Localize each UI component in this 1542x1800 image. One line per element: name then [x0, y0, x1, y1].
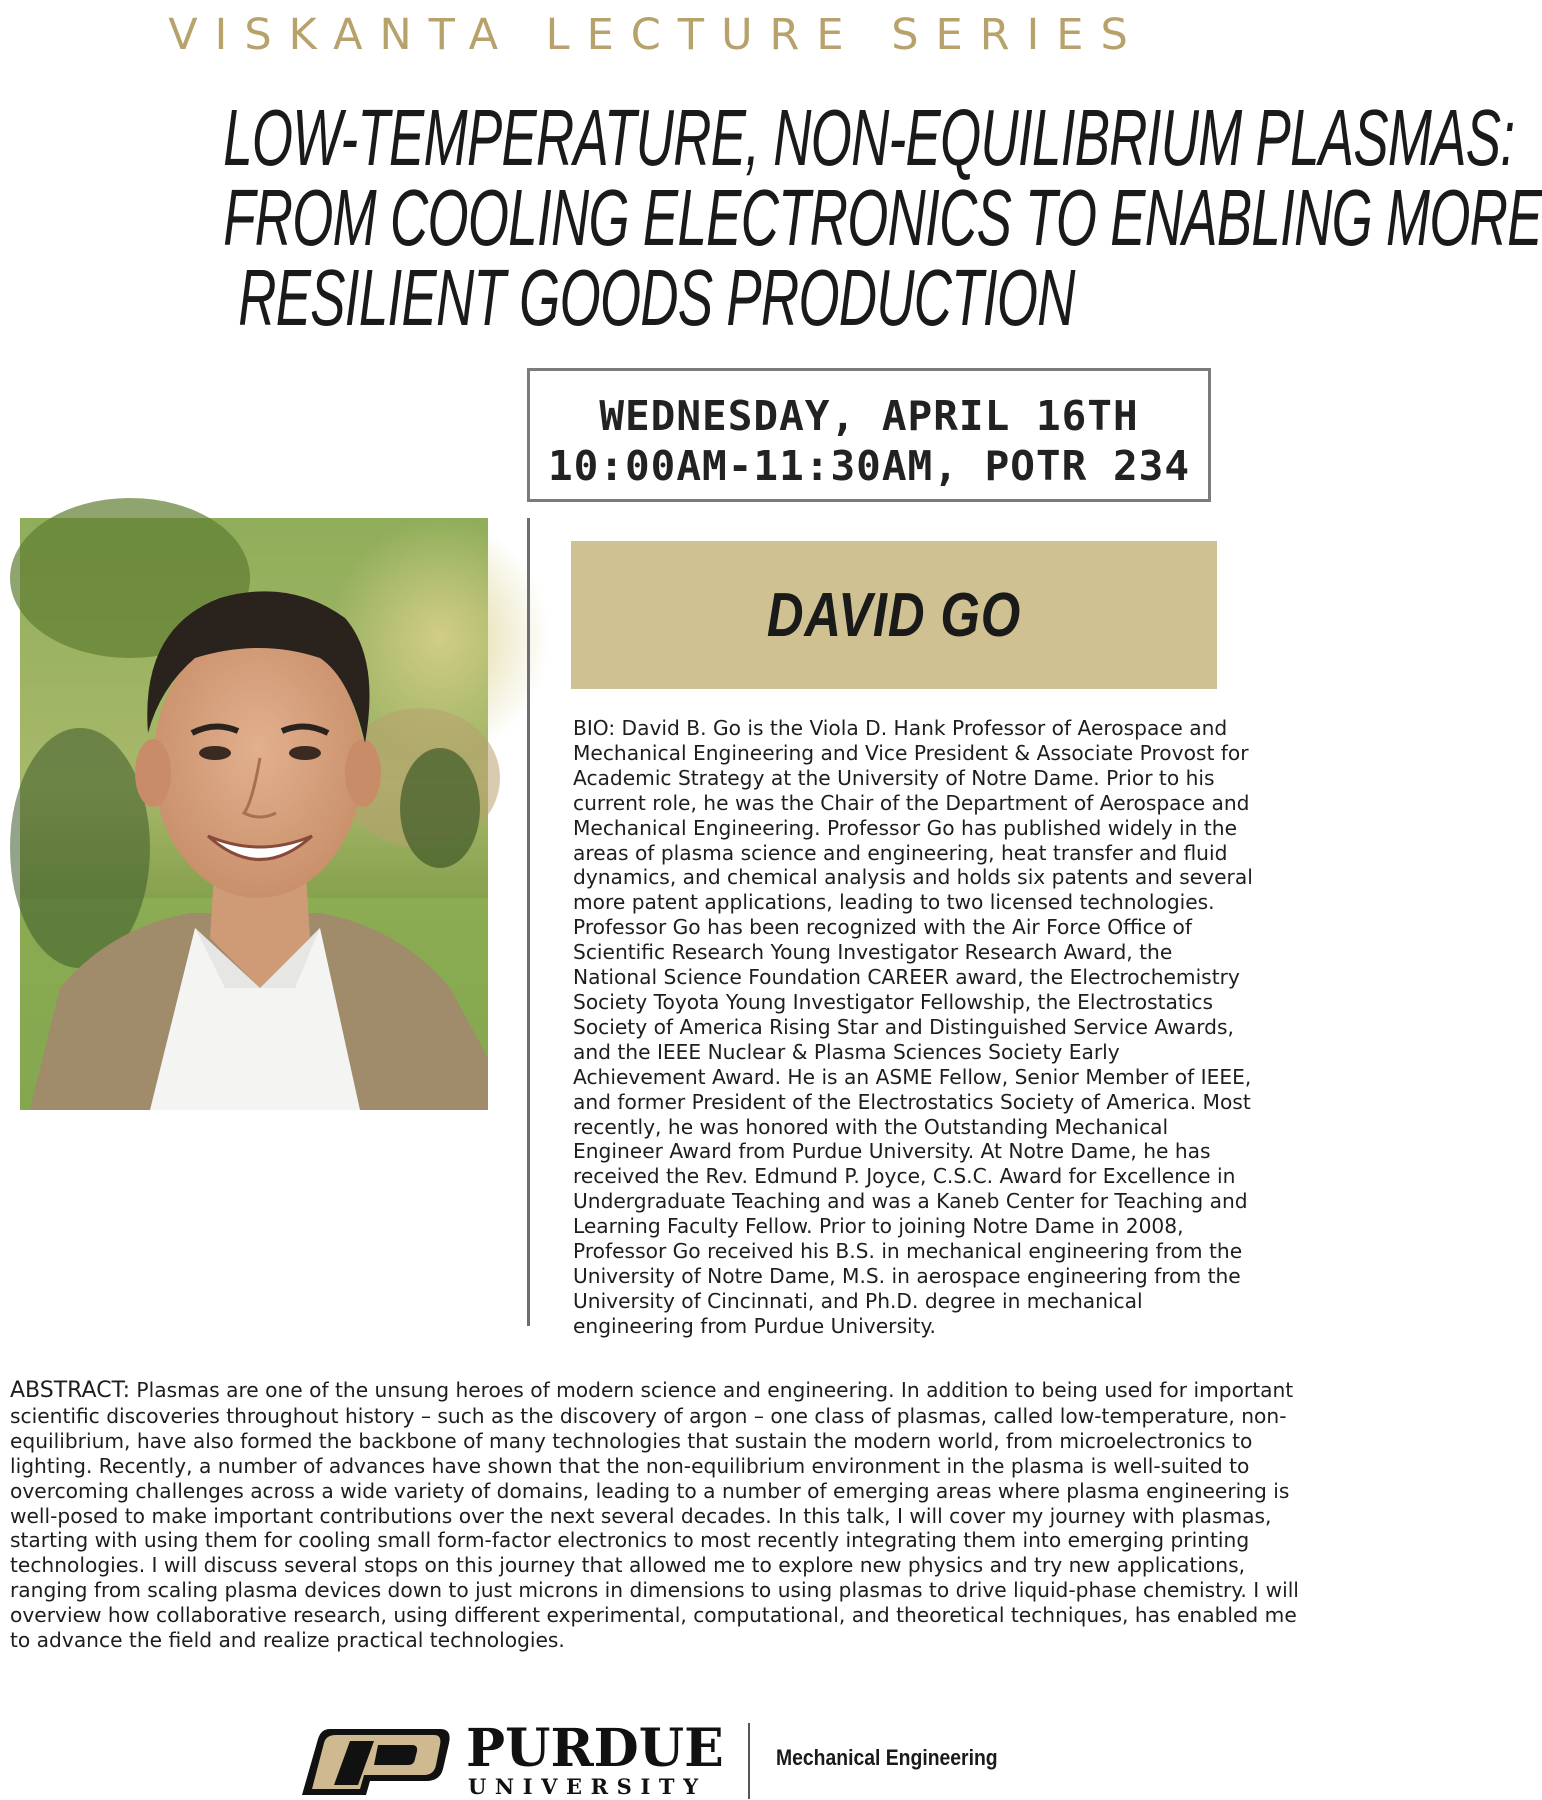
bio-label: BIO:	[573, 716, 616, 740]
speaker-bio	[573, 716, 1253, 1339]
series-title: VISKANTA LECTURE SERIES	[168, 10, 1145, 60]
footer	[300, 1715, 1020, 1800]
speaker-name-bar	[571, 541, 1217, 689]
speaker-name: DAVID GO	[766, 580, 1022, 650]
title-line-2: FROM COOLING ELECTRONICS TO ENABLING MORE	[223, 173, 1542, 262]
event-details-box	[527, 368, 1211, 502]
event-time-location: 10:00AM-11:30AM, POTR 234	[547, 442, 1191, 490]
speaker-portrait-image	[20, 518, 488, 1110]
speaker-photo	[20, 518, 488, 1110]
event-date: WEDNESDAY, APRIL 16TH	[599, 392, 1139, 440]
abstract-label: ABSTRACT:	[10, 1378, 131, 1403]
department-name: Mechanical Engineering	[776, 1745, 998, 1770]
title-line-3: RESILIENT GOODS PRODUCTION	[238, 253, 1075, 342]
title-line-1: LOW-TEMPERATURE, NON-EQUILIBRIUM PLASMAS:	[223, 93, 1515, 182]
purdue-wordmark: PURDUE	[466, 1718, 724, 1779]
abstract-text: Plasmas are one of the unsung heroes of modern science and engineering. In addition to being used for important scientific discoveries throughout history – such as the discovery of argon – one class of plasmas, called low-temperature, non-equilibrium, have also formed the backbone of many technologies that sustain the modern world, from microelectronics to lighting. Recently, a number of advances have shown that the non-equilibrium environment in the plasma is well-suited to overcoming challenges across a wide variety of domains, leading to a number of emerging areas where plasma engineering is well-posed to make important contributions over the next several decades. In this talk, I will cover my journey with plasmas, starting with using them for cooling small form-factor electronics to most recently integrating them into emerging printing technologies. I will discuss several stops on this journey that allowed me to explore new physics and try new applications, ranging from scaling plasma devices down to just microns in dimensions to using plasmas to drive liquid-phase chemistry. I will overview how collaborative research, using different experimental, computational, and theoretical techniques, has enabled me to advance the field and realize practical technologies.	[10, 1378, 1299, 1653]
lecture-title	[0, 93, 1542, 342]
university-wordmark: UNIVERSITY	[468, 1774, 707, 1799]
vertical-divider	[527, 518, 530, 1326]
purdue-p-logo-icon	[300, 1727, 450, 1797]
abstract	[10, 1378, 1302, 1653]
footer-divider	[748, 1723, 750, 1799]
bio-text: David B. Go is the Viola D. Hank Professor of Aerospace and Mechanical Engineering and Vice President & Associate Provost for Academic Strategy at the University of Notre Dame. Prior to his current role, he was the Chair of the Department of Aerospace and Mechanical Engineering. Professor Go has published widely in the areas of plasma science and engineering, heat transfer and fluid dynamics, and chemical analysis and holds six patents and several more patent applications, leading to two licensed technologies. Professor Go has been recognized with the Air Force Office of Scientific Research Young Investigator Research Award, the National Science Foundation CAREER award, the Electrochemistry Society Toyota Young Investigator Fellowship, the Electrostatics Society of America Rising Star and Distinguished Service Awards, and the IEEE Nuclear & Plasma Sciences Society Early Achievement Award. He is an ASME Fellow, Senior Member of IEEE, and former President of the Electrostatics Society of America. Most recently, he was honored with the Outstanding Mechanical Engineer Award from Purdue University. At Notre Dame, he has received the Rev. Edmund P. Joyce, C.S.C. Award for Excellence in Undergraduate Teaching and was a Kaneb Center for Teaching and Learning Faculty Fellow. Prior to joining Notre Dame in 2008, Professor Go received his B.S. in mechanical engineering from the University of Notre Dame, M.S. in aerospace engineering from the University of Cincinnati, and Ph.D. degree in mechanical engineering from Purdue University.	[573, 716, 1253, 1338]
